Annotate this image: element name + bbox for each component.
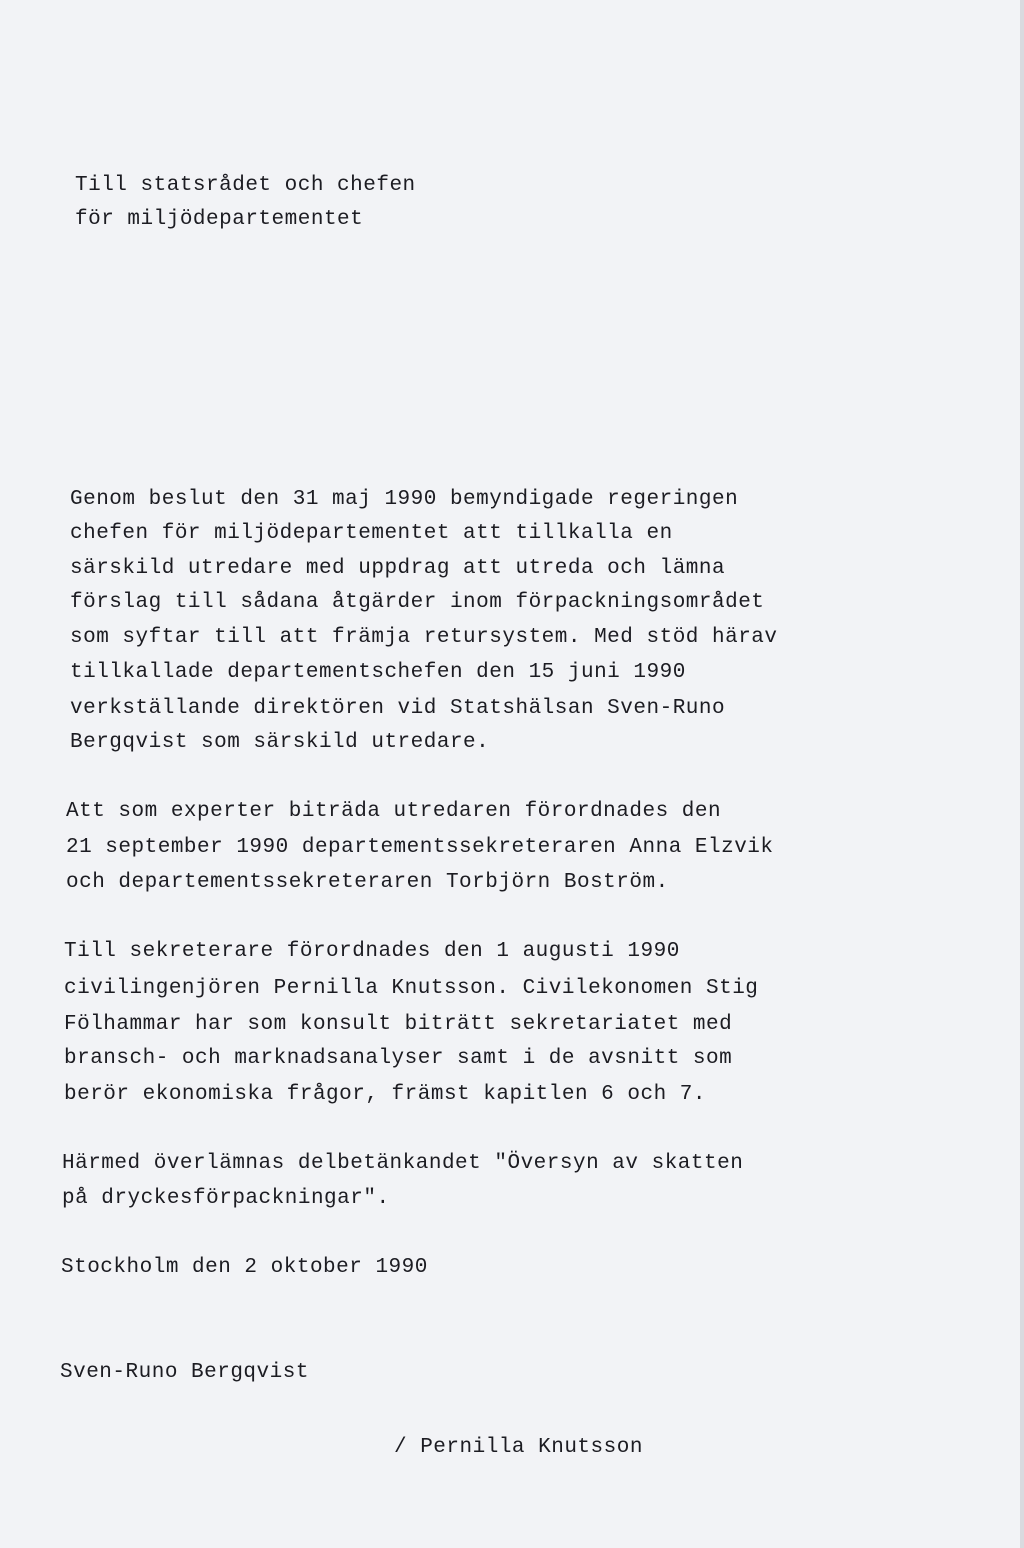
place-date: Stockholm den 2 oktober 1990 — [61, 1256, 428, 1279]
addressee-line-1: Till statsrådet och chefen — [75, 174, 416, 197]
paragraph-3-line-3: Fölhammar har som konsult biträtt sekretariatet med — [64, 1013, 733, 1036]
paragraph-1-line-4: förslag till sådana åtgärder inom förpackningsområdet — [70, 591, 765, 614]
paragraph-4-line-1: Härmed överlämnas delbetänkandet "Översyn av skatten — [62, 1152, 744, 1175]
paragraph-2-line-3: och departementssekreteraren Torbjörn Boström. — [66, 871, 669, 894]
paragraph-1-line-5: som syftar till att främja retursystem. Med stöd härav — [70, 626, 778, 649]
paragraph-1-line-7: verkställande direktören vid Statshälsan Sven-Runo — [70, 697, 726, 720]
paragraph-1-line-1: Genom beslut den 31 maj 1990 bemyndigade regeringen — [70, 488, 739, 511]
paragraph-1-line-8: Bergqvist som särskild utredare. — [70, 731, 490, 754]
paragraph-3-line-4: bransch- och marknadsanalyser samt i de avsnitt som — [64, 1047, 733, 1070]
paragraph-3-line-1: Till sekreterare förordnades den 1 augusti 1990 — [64, 940, 680, 963]
paragraph-1-line-3: särskild utredare med uppdrag att utreda och lämna — [70, 557, 726, 580]
paragraph-2-line-2: 21 september 1990 departementssekreteraren Anna Elzvik — [66, 836, 774, 859]
page-edge — [1020, 0, 1024, 1548]
secretary-signature: / Pernilla Knutsson — [394, 1436, 643, 1459]
paragraph-1-line-6: tillkallade departementschefen den 15 juni 1990 — [70, 661, 686, 684]
signature-name: Sven-Runo Bergqvist — [60, 1361, 309, 1384]
addressee-line-2: för miljödepartementet — [75, 208, 364, 231]
paragraph-2-line-1: Att som experter biträda utredaren förordnades den — [66, 800, 722, 823]
paragraph-4-line-2: på dryckesförpackningar". — [62, 1187, 390, 1210]
paragraph-3-line-2: civilingenjören Pernilla Knutsson. Civilekonomen Stig — [64, 977, 759, 1000]
paragraph-1-line-2: chefen för miljödepartementet att tillkalla en — [70, 522, 673, 545]
paragraph-3-line-5: berör ekonomiska frågor, främst kapitlen 6 och 7. — [64, 1083, 707, 1106]
